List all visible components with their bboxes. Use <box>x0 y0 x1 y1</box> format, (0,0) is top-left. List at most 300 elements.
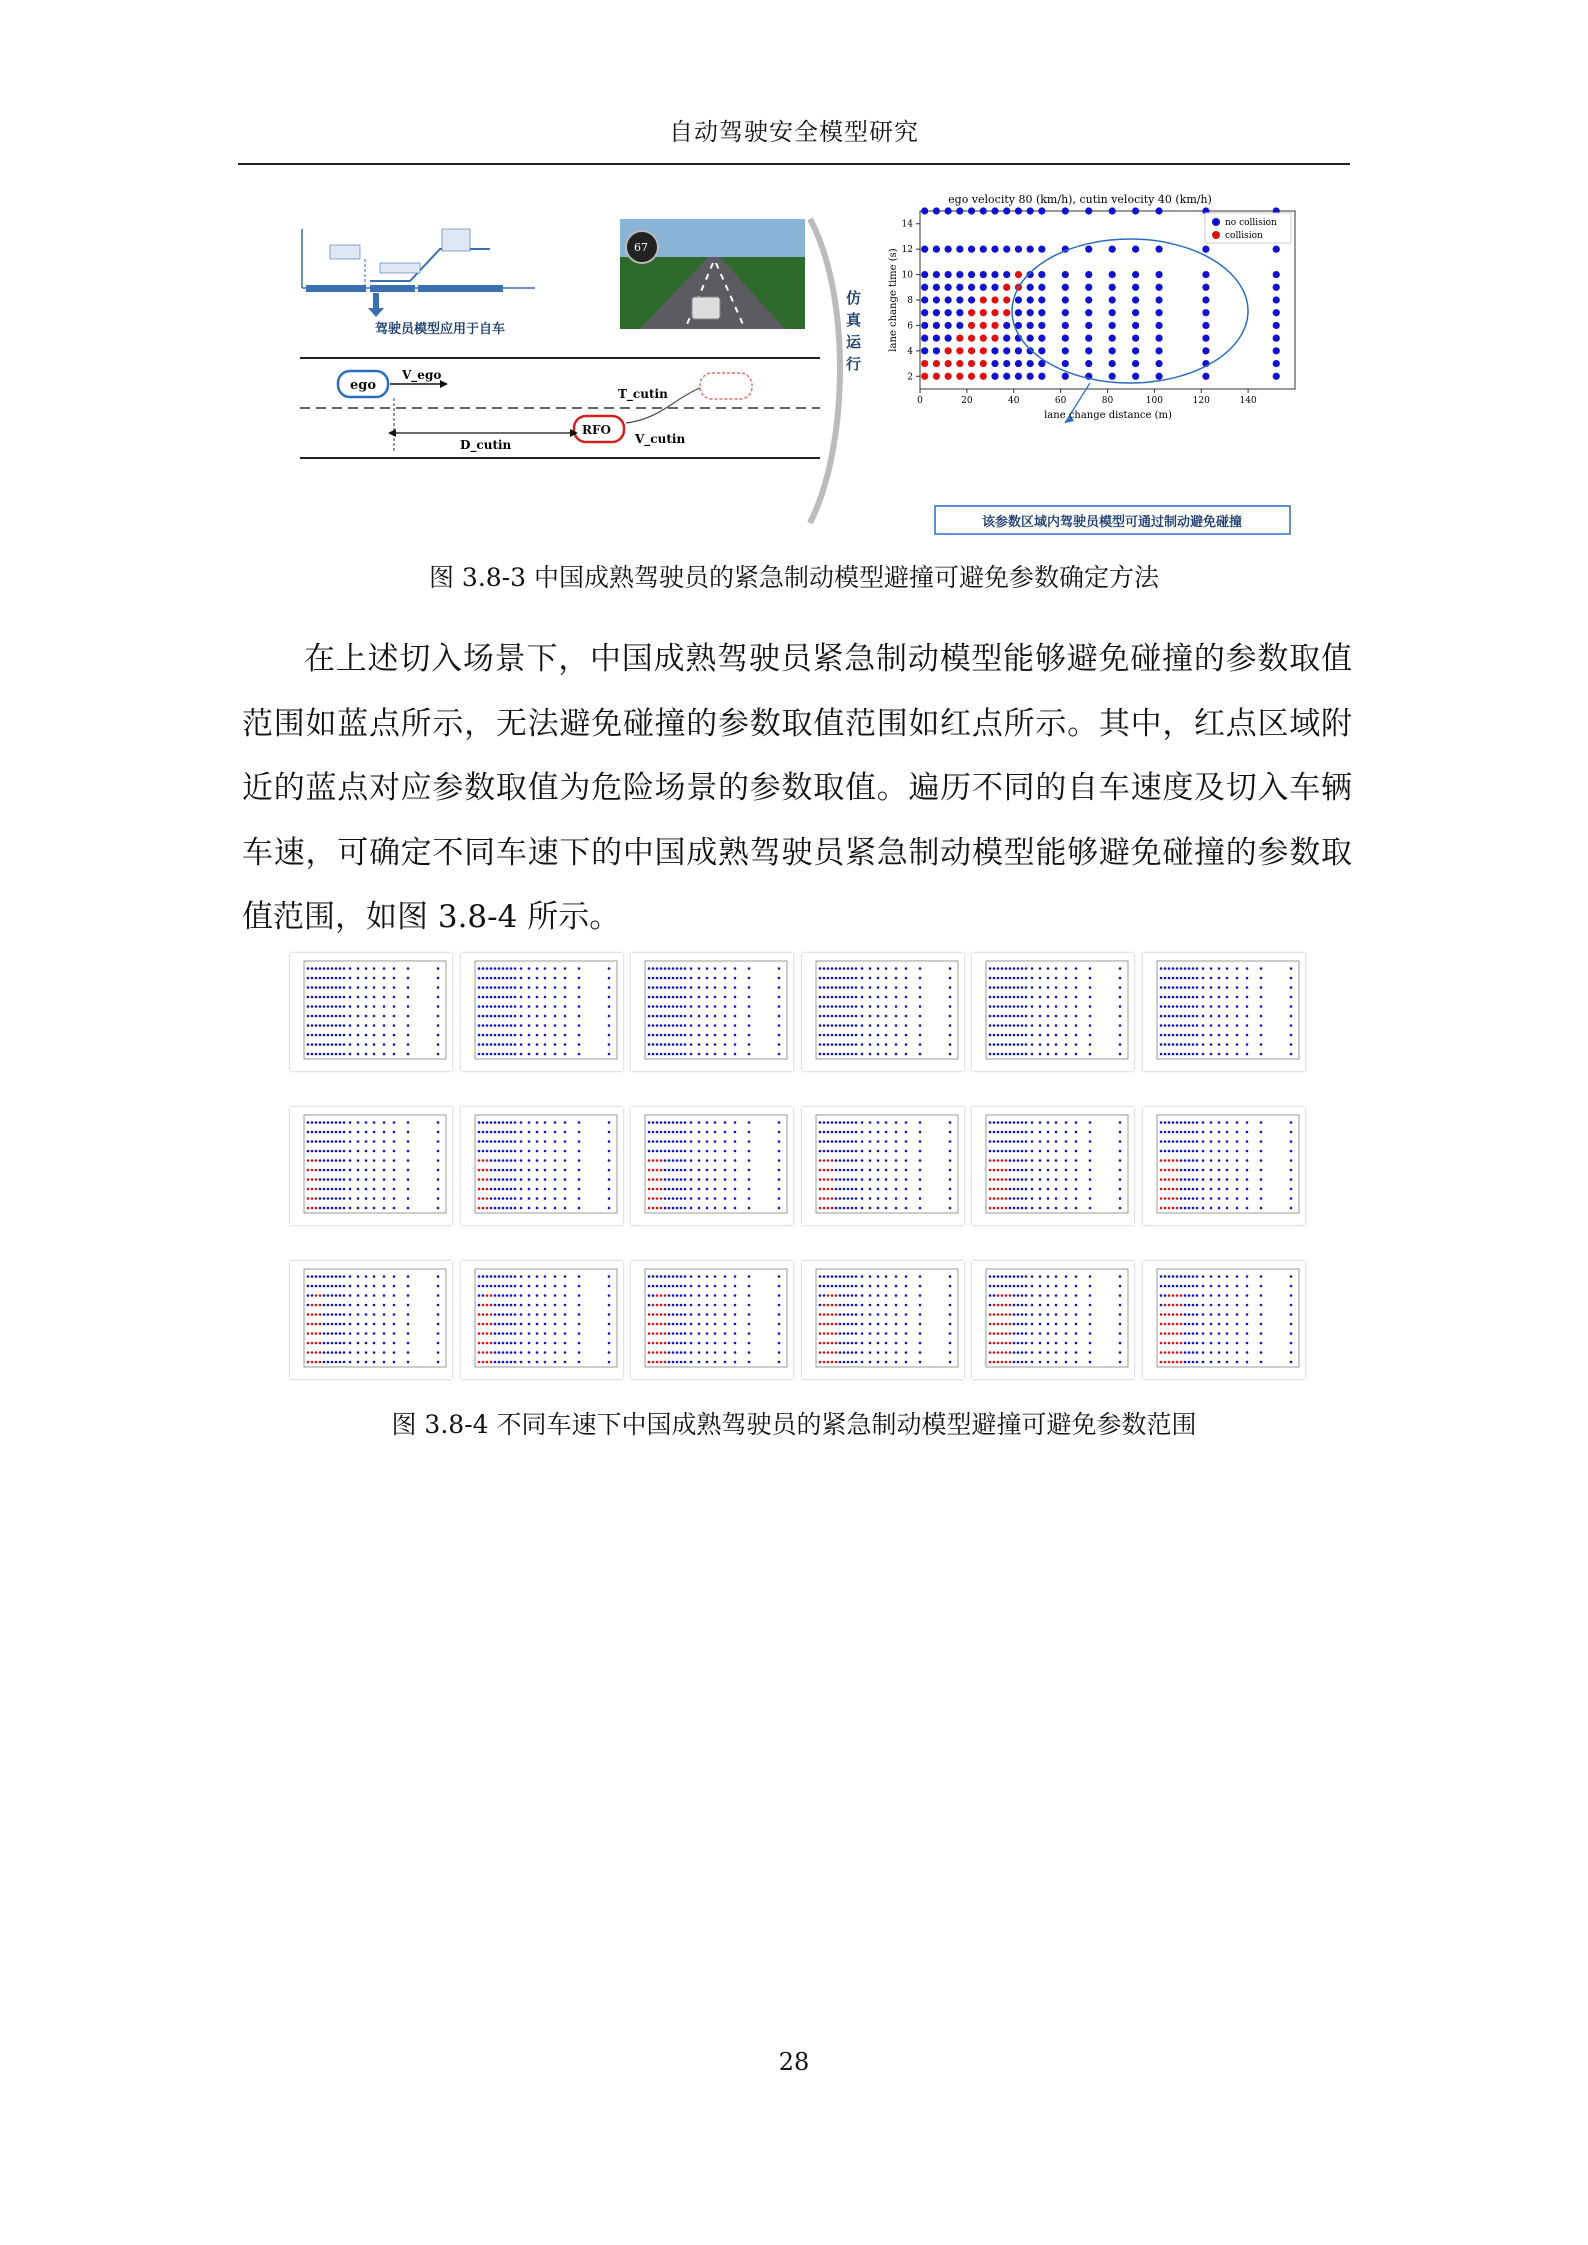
no-collision-point <box>1005 986 1008 989</box>
no-collision-point <box>357 1131 360 1134</box>
no-collision-point <box>656 1015 659 1018</box>
no-collision-point <box>724 1121 727 1124</box>
no-collision-point <box>1031 967 1034 970</box>
no-collision-point <box>904 1188 907 1191</box>
no-collision-point <box>1159 986 1162 989</box>
no-collision-point <box>1075 1121 1078 1124</box>
no-collision-point <box>1021 1131 1024 1134</box>
cutin-target-icon <box>700 373 752 399</box>
no-collision-point <box>331 1024 334 1027</box>
no-collision-point <box>553 1150 556 1153</box>
no-collision-point <box>373 1197 376 1200</box>
mini-scatter-plot <box>1143 953 1305 1071</box>
no-collision-point <box>830 1121 833 1124</box>
no-collision-point <box>1225 1188 1228 1191</box>
no-collision-point <box>1119 1313 1122 1316</box>
no-collision-point <box>714 1005 717 1008</box>
no-collision-point <box>577 1159 580 1162</box>
no-collision-point <box>676 1351 679 1354</box>
no-collision-point <box>1009 1140 1012 1143</box>
no-collision-point <box>838 967 841 970</box>
no-collision-point <box>535 1197 538 1200</box>
no-collision-point <box>509 1169 512 1172</box>
no-collision-point <box>1025 1285 1028 1288</box>
no-collision-point <box>1201 1121 1204 1124</box>
no-collision-point <box>1013 1294 1016 1297</box>
no-collision-point <box>497 1005 500 1008</box>
collision-point <box>1001 1304 1004 1307</box>
no-collision-point <box>1217 1043 1220 1046</box>
no-collision-point <box>489 1034 492 1037</box>
no-collision-point <box>826 986 829 989</box>
no-collision-point <box>1031 1034 1034 1037</box>
no-collision-point <box>509 1294 512 1297</box>
no-collision-point <box>393 1361 396 1364</box>
no-collision-point <box>307 1304 310 1307</box>
no-collision-point <box>543 1005 546 1008</box>
no-collision-point <box>1259 1188 1262 1191</box>
collision-point <box>319 1323 322 1326</box>
collision-point <box>477 1178 480 1181</box>
no-collision-point <box>505 1313 508 1316</box>
collision-point <box>481 1332 484 1335</box>
no-collision-point <box>553 1131 556 1134</box>
no-collision-point <box>1159 1294 1162 1297</box>
no-collision-point <box>1259 1332 1262 1335</box>
speedo-value: 67 <box>634 241 648 254</box>
no-collision-point <box>323 1178 326 1181</box>
collision-point <box>933 360 940 367</box>
collision-point <box>1179 1323 1182 1326</box>
legend-label-no-collision: no collision <box>1225 218 1277 228</box>
collision-point <box>1005 1342 1008 1345</box>
no-collision-point <box>838 1275 841 1278</box>
no-collision-point <box>349 1178 352 1181</box>
collision-point <box>822 1342 825 1345</box>
collision-point <box>834 1313 837 1316</box>
no-collision-point <box>668 1361 671 1364</box>
no-collision-point <box>714 1188 717 1191</box>
no-collision-point <box>1013 1121 1016 1124</box>
no-collision-point <box>535 1121 538 1124</box>
no-collision-point <box>1085 360 1092 367</box>
no-collision-point <box>365 1188 368 1191</box>
no-collision-point <box>1065 1323 1068 1326</box>
no-collision-point <box>357 1304 360 1307</box>
no-collision-point <box>1245 1131 1248 1134</box>
no-collision-point <box>349 1131 352 1134</box>
no-collision-point <box>315 977 318 980</box>
x-tick-label: 120 <box>1192 396 1210 406</box>
no-collision-point <box>1289 1121 1292 1124</box>
no-collision-point <box>690 1121 693 1124</box>
mini-scatter-plot <box>972 1107 1134 1225</box>
no-collision-point <box>1187 977 1190 980</box>
no-collision-point <box>656 996 659 999</box>
no-collision-point <box>485 1024 488 1027</box>
no-collision-point <box>535 1140 538 1143</box>
no-collision-point <box>505 1342 508 1345</box>
collision-point <box>1009 1351 1012 1354</box>
collision-point <box>307 1313 310 1316</box>
collision-point <box>968 322 975 329</box>
no-collision-point <box>826 1275 829 1278</box>
no-collision-point <box>509 1043 512 1046</box>
no-collision-point <box>1183 1275 1186 1278</box>
no-collision-point <box>519 1285 522 1288</box>
no-collision-point <box>838 1131 841 1134</box>
no-collision-point <box>1075 1005 1078 1008</box>
no-collision-point <box>868 1005 871 1008</box>
no-collision-point <box>834 1005 837 1008</box>
no-collision-point <box>714 1351 717 1354</box>
no-collision-point <box>838 996 841 999</box>
no-collision-point <box>884 1304 887 1307</box>
no-collision-point <box>1217 1150 1220 1153</box>
no-collision-point <box>1245 1197 1248 1200</box>
no-collision-point <box>1132 309 1139 316</box>
no-collision-point <box>1089 1188 1092 1191</box>
no-collision-point <box>331 1131 334 1134</box>
no-collision-point <box>1003 271 1010 278</box>
no-collision-point <box>834 1121 837 1124</box>
collision-point <box>997 1332 1000 1335</box>
no-collision-point <box>826 977 829 980</box>
no-collision-point <box>1289 1275 1292 1278</box>
no-collision-point <box>1119 1275 1122 1278</box>
no-collision-point <box>680 1285 683 1288</box>
no-collision-point <box>842 1207 845 1210</box>
no-collision-point <box>842 1323 845 1326</box>
no-collision-point <box>1062 322 1069 329</box>
no-collision-point <box>652 1140 655 1143</box>
no-collision-point <box>1202 284 1209 291</box>
collision-point <box>993 1323 996 1326</box>
no-collision-point <box>680 1351 683 1354</box>
no-collision-point <box>331 986 334 989</box>
no-collision-point <box>846 1361 849 1364</box>
no-collision-point <box>724 1313 727 1316</box>
no-collision-point <box>1013 1043 1016 1046</box>
no-collision-point <box>307 1024 310 1027</box>
no-collision-point <box>846 1197 849 1200</box>
no-collision-point <box>993 977 996 980</box>
collision-point <box>822 1159 825 1162</box>
no-collision-point <box>373 1159 376 1162</box>
no-collision-point <box>672 1313 675 1316</box>
no-collision-point <box>1175 1043 1178 1046</box>
no-collision-point <box>1075 977 1078 980</box>
no-collision-point <box>1245 1285 1248 1288</box>
no-collision-point <box>1187 1043 1190 1046</box>
no-collision-point <box>1187 1342 1190 1345</box>
no-collision-point <box>968 207 975 214</box>
collision-point <box>648 1323 651 1326</box>
no-collision-point <box>407 977 410 980</box>
no-collision-point <box>672 986 675 989</box>
no-collision-point <box>834 1285 837 1288</box>
no-collision-point <box>383 1053 386 1056</box>
no-collision-point <box>868 1178 871 1181</box>
no-collision-point <box>373 1121 376 1124</box>
collision-point <box>980 360 987 367</box>
no-collision-point <box>1017 1342 1020 1345</box>
no-collision-point <box>748 1197 751 1200</box>
no-collision-point <box>407 1285 410 1288</box>
collision-point <box>1167 1169 1170 1172</box>
no-collision-point <box>493 1275 496 1278</box>
no-collision-point <box>868 967 871 970</box>
no-collision-point <box>676 1285 679 1288</box>
collision-point <box>826 1169 829 1172</box>
no-collision-point <box>706 1207 709 1210</box>
no-collision-point <box>319 1140 322 1143</box>
no-collision-point <box>1235 1332 1238 1335</box>
no-collision-point <box>668 1140 671 1143</box>
no-collision-point <box>1017 1024 1020 1027</box>
no-collision-point <box>1209 1197 1212 1200</box>
no-collision-point <box>1171 1005 1174 1008</box>
no-collision-point <box>838 1313 841 1316</box>
no-collision-point <box>383 1178 386 1181</box>
no-collision-point <box>1027 373 1034 380</box>
no-collision-point <box>672 1275 675 1278</box>
collision-point <box>980 347 987 354</box>
no-collision-point <box>1013 1015 1016 1018</box>
no-collision-point <box>563 1294 566 1297</box>
collision-point <box>968 309 975 316</box>
no-collision-point <box>714 1131 717 1134</box>
d-cutin-label: D_cutin <box>460 438 512 452</box>
no-collision-point <box>1245 1024 1248 1027</box>
no-collision-point <box>1187 1131 1190 1134</box>
no-collision-point <box>1047 1351 1050 1354</box>
mini-plot-graphic <box>972 953 1134 1071</box>
no-collision-point <box>1047 1207 1050 1210</box>
no-collision-point <box>1065 1294 1068 1297</box>
no-collision-point <box>1017 977 1020 980</box>
no-collision-point <box>373 1150 376 1153</box>
no-collision-point <box>1171 1285 1174 1288</box>
no-collision-point <box>323 1304 326 1307</box>
no-collision-point <box>335 1361 338 1364</box>
no-collision-point <box>918 1150 921 1153</box>
no-collision-point <box>894 1207 897 1210</box>
no-collision-point <box>373 1188 376 1191</box>
no-collision-point <box>1191 1197 1194 1200</box>
no-collision-point <box>1201 1178 1204 1181</box>
collision-point <box>656 1294 659 1297</box>
no-collision-point <box>1132 373 1139 380</box>
x-tick-label: 20 <box>961 396 973 406</box>
no-collision-point <box>818 1034 821 1037</box>
no-collision-point <box>1021 1294 1024 1297</box>
no-collision-point <box>437 1197 440 1200</box>
no-collision-point <box>535 1304 538 1307</box>
no-collision-point <box>1013 1169 1016 1172</box>
no-collision-point <box>1175 1275 1178 1278</box>
no-collision-point <box>734 996 737 999</box>
no-collision-point <box>357 1043 360 1046</box>
collision-point <box>822 1351 825 1354</box>
no-collision-point <box>921 246 928 253</box>
no-collision-point <box>505 1015 508 1018</box>
no-collision-point <box>477 996 480 999</box>
no-collision-point <box>485 1043 488 1046</box>
no-collision-point <box>834 1178 837 1181</box>
no-collision-point <box>1183 1015 1186 1018</box>
no-collision-point <box>315 1005 318 1008</box>
no-collision-point <box>1225 1121 1228 1124</box>
collision-point <box>656 1178 659 1181</box>
collision-point <box>826 1294 829 1297</box>
no-collision-point <box>1235 1043 1238 1046</box>
no-collision-point <box>553 1121 556 1124</box>
no-collision-point <box>1225 1323 1228 1326</box>
no-collision-point <box>826 1005 829 1008</box>
no-collision-point <box>664 1188 667 1191</box>
cutin-scene <box>300 358 820 458</box>
no-collision-point <box>850 1150 853 1153</box>
no-collision-point <box>1273 309 1280 316</box>
no-collision-point <box>1119 1304 1122 1307</box>
no-collision-point <box>331 1285 334 1288</box>
no-collision-point <box>383 1015 386 1018</box>
no-collision-point <box>497 977 500 980</box>
no-collision-point <box>724 1053 727 1056</box>
collision-point <box>664 1361 667 1364</box>
no-collision-point <box>311 977 314 980</box>
no-collision-point <box>997 967 1000 970</box>
no-collision-point <box>357 1207 360 1210</box>
no-collision-point <box>543 1361 546 1364</box>
no-collision-point <box>1075 1169 1078 1172</box>
no-collision-point <box>830 996 833 999</box>
no-collision-point <box>714 1304 717 1307</box>
no-collision-point <box>335 1294 338 1297</box>
no-collision-point <box>563 1332 566 1335</box>
x-tick-label: 140 <box>1239 396 1257 406</box>
no-collision-point <box>543 967 546 970</box>
no-collision-point <box>860 1150 863 1153</box>
no-collision-point <box>1005 1121 1008 1124</box>
no-collision-point <box>648 1015 651 1018</box>
collision-point <box>315 1188 318 1191</box>
no-collision-point <box>1259 977 1262 980</box>
no-collision-point <box>948 1043 951 1046</box>
no-collision-point <box>672 1178 675 1181</box>
no-collision-point <box>652 1294 655 1297</box>
collision-point <box>1171 1342 1174 1345</box>
no-collision-point <box>876 1150 879 1153</box>
no-collision-point <box>1201 1323 1204 1326</box>
no-collision-point <box>1089 1197 1092 1200</box>
no-collision-point <box>1167 1140 1170 1143</box>
no-collision-point <box>884 1361 887 1364</box>
no-collision-point <box>357 1159 360 1162</box>
no-collision-point <box>680 1121 683 1124</box>
no-collision-point <box>714 1323 717 1326</box>
no-collision-point <box>846 1159 849 1162</box>
no-collision-point <box>706 1351 709 1354</box>
no-collision-point <box>894 967 897 970</box>
no-collision-point <box>680 967 683 970</box>
no-collision-point <box>894 1121 897 1124</box>
no-collision-point <box>846 1304 849 1307</box>
no-collision-point <box>876 1140 879 1143</box>
collision-point <box>489 1351 492 1354</box>
collision-point <box>485 1197 488 1200</box>
no-collision-point <box>519 1159 522 1162</box>
no-collision-point <box>519 1121 522 1124</box>
no-collision-point <box>323 1005 326 1008</box>
no-collision-point <box>1075 1332 1078 1335</box>
no-collision-point <box>1013 1188 1016 1191</box>
no-collision-point <box>1167 1275 1170 1278</box>
no-collision-point <box>505 1131 508 1134</box>
sim-label-2: 真 <box>846 312 862 329</box>
no-collision-point <box>748 1351 751 1354</box>
no-collision-point <box>904 1313 907 1316</box>
collision-point <box>1171 1188 1174 1191</box>
no-collision-point <box>493 1294 496 1297</box>
no-collision-point <box>343 967 346 970</box>
no-collision-point <box>676 1034 679 1037</box>
no-collision-point <box>365 1121 368 1124</box>
no-collision-point <box>1017 1294 1020 1297</box>
collision-point <box>1175 1197 1178 1200</box>
collision-point <box>485 1169 488 1172</box>
no-collision-point <box>437 1150 440 1153</box>
no-collision-point <box>846 1342 849 1345</box>
no-collision-point <box>365 1043 368 1046</box>
collision-point <box>997 1304 1000 1307</box>
no-collision-point <box>724 1188 727 1191</box>
no-collision-point <box>664 986 667 989</box>
no-collision-point <box>1025 1351 1028 1354</box>
no-collision-point <box>513 1313 516 1316</box>
no-collision-point <box>1119 1361 1122 1364</box>
no-collision-point <box>519 1188 522 1191</box>
no-collision-point <box>519 1207 522 1210</box>
no-collision-point <box>1013 1323 1016 1326</box>
collision-point <box>1175 1159 1178 1162</box>
no-collision-point <box>513 1304 516 1307</box>
no-collision-point <box>497 1015 500 1018</box>
no-collision-point <box>714 1342 717 1345</box>
no-collision-point <box>519 1043 522 1046</box>
collision-point <box>1167 1178 1170 1181</box>
no-collision-point <box>918 1043 921 1046</box>
no-collision-point <box>1225 1332 1228 1335</box>
no-collision-point <box>991 373 998 380</box>
no-collision-point <box>331 1043 334 1046</box>
no-collision-point <box>684 996 687 999</box>
no-collision-point <box>991 360 998 367</box>
no-collision-point <box>407 967 410 970</box>
collision-point <box>834 1332 837 1335</box>
no-collision-point <box>349 1121 352 1124</box>
no-collision-point <box>748 1361 751 1364</box>
collision-point <box>1159 1207 1162 1210</box>
no-collision-point <box>1009 1015 1012 1018</box>
no-collision-point <box>331 977 334 980</box>
collision-point <box>315 1207 318 1210</box>
no-collision-point <box>407 1015 410 1018</box>
collision-point <box>1175 1169 1178 1172</box>
no-collision-point <box>489 1275 492 1278</box>
no-collision-point <box>535 1332 538 1335</box>
